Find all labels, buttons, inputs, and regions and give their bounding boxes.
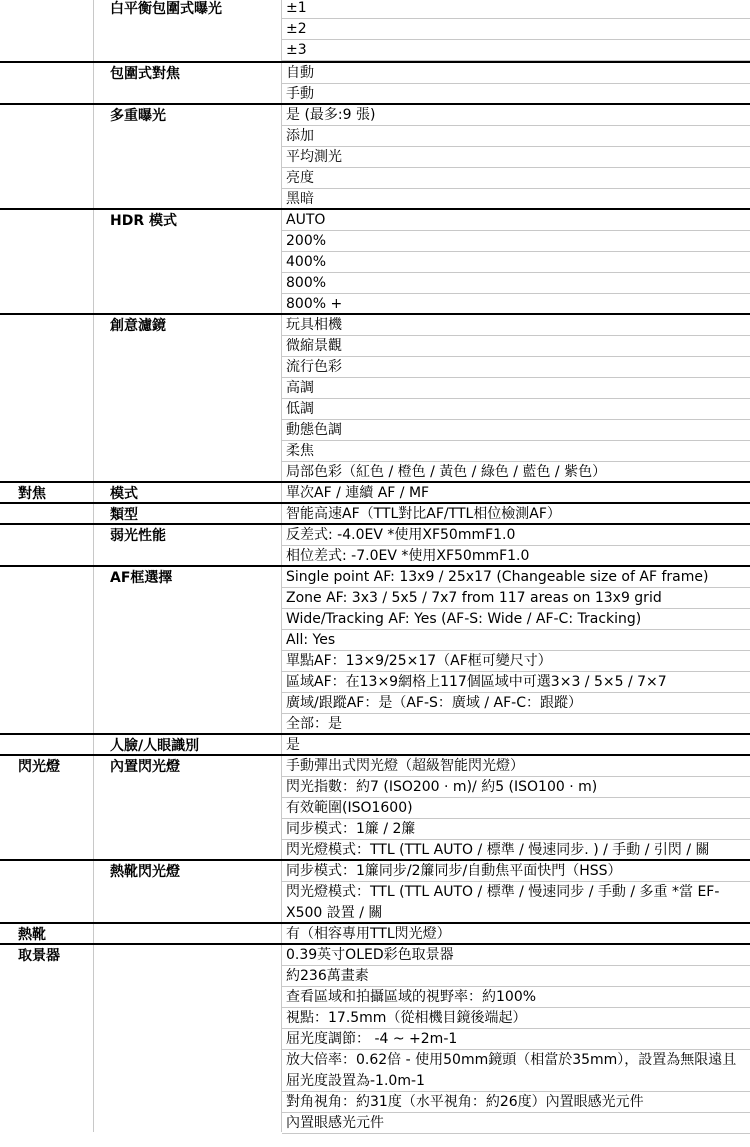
spec-value: 有效範圍(ISO1600) [282,798,750,819]
spec-value: 局部色彩（紅色 / 橙色 / 黃色 / 綠色 / 藍色 / 紫色） [282,462,750,483]
spec-value: 200% [282,231,750,252]
spec-value: 有（相容專用TTL閃光燈） [282,924,750,945]
spec-value: 0.39英寸OLED彩色取景器 [282,945,750,966]
spec-value: 約236萬畫素 [282,966,750,987]
spec-group [0,481,750,504]
feature-label: 模式 [110,486,138,502]
spec-value: ±2 [282,19,750,40]
feature-label: HDR 模式 [110,213,177,229]
spec-value: 玩具相機 [282,315,750,336]
spec-value: 400% [282,252,750,273]
spec-value: 800% + [282,294,750,315]
spec-value: 是 [282,735,750,756]
spec-value: ±3 [282,40,750,61]
spec-value: 單次AF / 連續 AF / MF [282,483,750,504]
spec-group [0,502,750,525]
spec-value: All: Yes [282,630,750,651]
feature-label: 創意濾鏡 [110,318,166,334]
spec-group [0,208,750,315]
feature-label: AF框選擇 [110,570,173,586]
spec-group [0,0,750,61]
spec-group [0,103,750,210]
spec-value: 800% [282,273,750,294]
spec-value: 柔焦 [282,441,750,462]
spec-group [0,61,750,105]
spec-value: Zone AF: 3x3 / 5x5 / 7x7 from 117 areas on 13x9 grid [282,588,750,609]
spec-value: 平均測光 [282,147,750,168]
spec-value: AUTO [282,210,750,231]
spec-value: 同步模式：1簾同步/2簾同步/自動焦平面快門（HSS） [282,861,750,882]
spec-value: 手動 [282,84,750,105]
category-label: 熱靴 [18,927,46,943]
spec-value: Wide/Tracking AF: Yes (AF-S: Wide / AF-C: Tracking) [282,609,750,630]
spec-value: 反差式: -4.0EV *使用XF50mmF1.0 [282,525,750,546]
spec-value: 廣域/跟蹤AF：是（AF-S：廣域 / AF-C：跟蹤） [282,693,750,714]
feature-label: 弱光性能 [110,528,166,544]
category-label: 取景器 [18,948,60,964]
spec-value: 自動 [282,63,750,84]
spec-value: 閃光燈模式：TTL (TTL AUTO / 標準 / 慢速同步 / 手動 / 多重 *當 EF-X500 設置 / 關 [282,882,750,924]
spec-value: 對角視角：約31度（水平視角：約26度）內置眼感光元件 [282,1092,750,1113]
spec-value: ±1 [282,0,750,19]
spec-value: 內置眼感光元件 [282,1113,750,1134]
spec-value: 區域AF：在13×9網格上117個區域中可選3×3 / 5×5 / 7×7 [282,672,750,693]
spec-group [0,754,750,861]
spec-value: 手動彈出式閃光燈（超級智能閃光燈） [282,756,750,777]
spec-value: 放大倍率：0.62倍 - 使用50mm鏡頭（相當於35mm），設置為無限遠且屈光度設置為-1.0m-1 [282,1050,750,1092]
spec-value: 智能高速AF（TTL對比AF/TTL相位檢測AF） [282,504,750,525]
feature-label: 人臉/人眼識別 [110,738,200,754]
spec-value: 相位差式: -7.0EV *使用XF50mmF1.0 [282,546,750,567]
spec-value: 閃光燈模式：TTL (TTL AUTO / 標準 / 慢速同步. ) / 手動 / 引閃 / 關 [282,840,750,861]
spec-value: 亮度 [282,168,750,189]
category-label: 閃光燈 [18,759,60,775]
spec-group [0,565,750,735]
spec-value: Single point AF: 13x9 / 25x17 (Changeable size of AF frame) [282,567,750,588]
spec-value: 黑暗 [282,189,750,210]
feature-label: 包圍式對焦 [110,66,180,82]
feature-label: 內置閃光燈 [110,759,180,775]
spec-group [0,313,750,483]
spec-value: 是 (最多:9 張) [282,105,750,126]
spec-value: 全部：是 [282,714,750,735]
feature-label: 熱靴閃光燈 [110,864,180,880]
spec-group [0,922,750,945]
spec-value: 流行色彩 [282,357,750,378]
spec-value: 查看區域和拍攝區域的視野率：約100% [282,987,750,1008]
spec-value: 微縮景觀 [282,336,750,357]
category-label: 對焦 [18,486,46,502]
feature-label: 類型 [110,507,138,523]
spec-value: 添加 [282,126,750,147]
feature-label: 白平衡包圍式曝光 [110,1,222,17]
spec-group [0,523,750,567]
spec-value: 高調 [282,378,750,399]
feature-label: 多重曝光 [110,108,166,124]
spec-value: 閃光指數：約7 (ISO200 · m)/ 約5 (ISO100 · m) [282,777,750,798]
spec-group [0,943,750,1134]
spec-value: 動態色調 [282,420,750,441]
spec-group [0,859,750,924]
spec-value: 同步模式：1簾 / 2簾 [282,819,750,840]
spec-value: 低調 [282,399,750,420]
spec-value: 屈光度調節： -4 ~ +2m-1 [282,1029,750,1050]
spec-value: 視點：17.5mm（從相機目鏡後端起） [282,1008,750,1029]
spec-group [0,733,750,756]
spec-value: 單點AF：13×9/25×17（AF框可變尺寸） [282,651,750,672]
